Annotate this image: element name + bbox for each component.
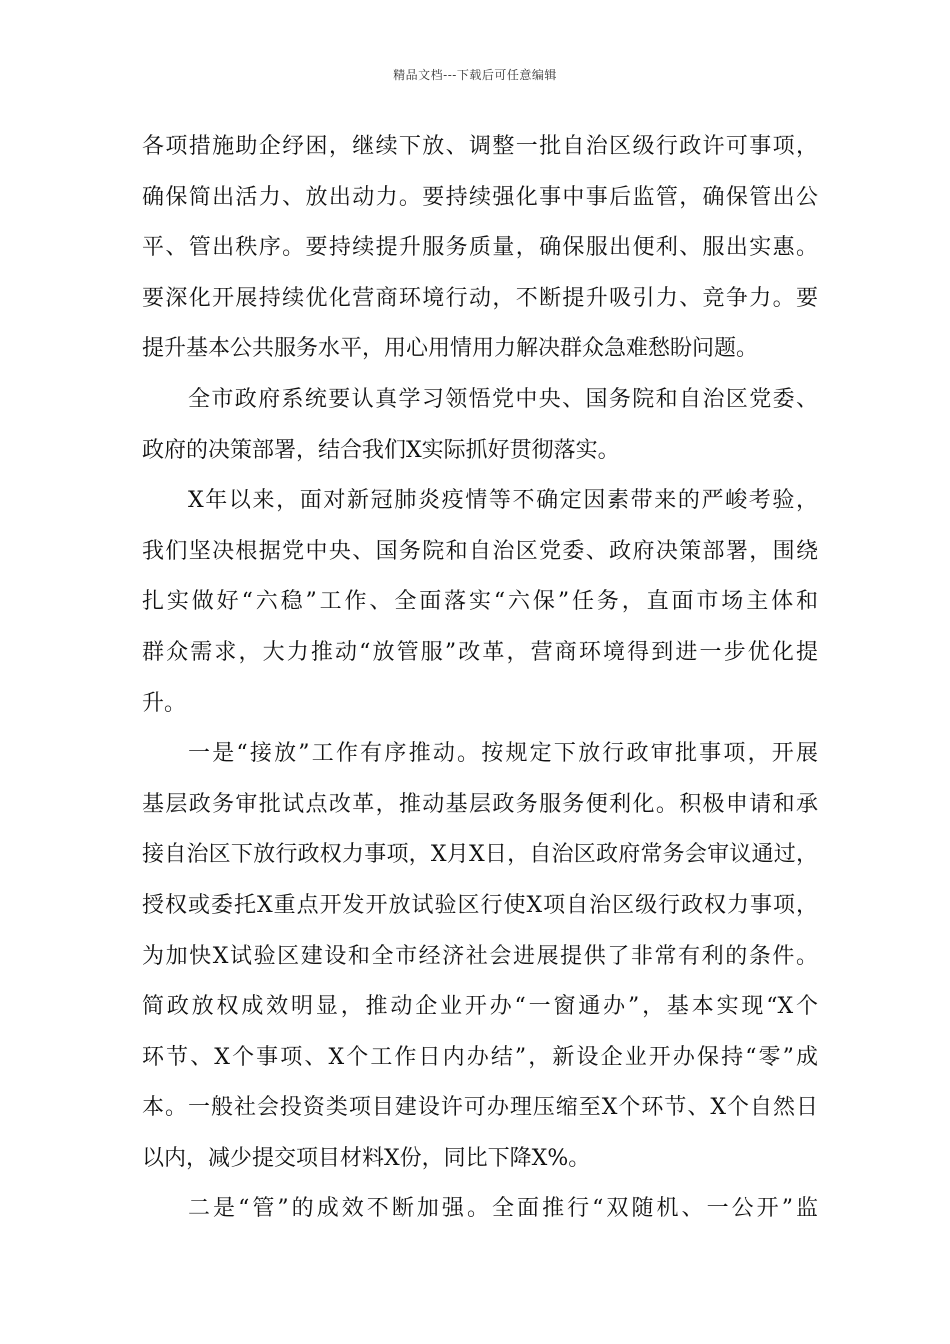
text-line: 确保简出活力、放出动力。要持续强化事中事后监管，确保管出公 (142, 184, 818, 210)
text-line: 简政放权成效明显，推动企业开办“一窗通办”，基本实现“X个 (142, 994, 818, 1020)
text-line: 我们坚决根据党中央、国务院和自治区党委、政府决策部署，围绕 (142, 538, 818, 564)
text-line: 扎实做好“六稳”工作、全面落实“六保”任务，直面市场主体和 (142, 589, 818, 615)
paragraph-first-line: X年以来，面对新冠肺炎疫情等不确定因素带来的严峻考验， (188, 488, 818, 514)
text-line: 接自治区下放行政权力事项，X月X日，自治区政府常务会审议通过， (142, 842, 818, 868)
page-header: 精品文档---下载后可任意编辑 (393, 68, 557, 82)
text-line: 提升基本公共服务水平，用心用情用力解决群众急难愁盼问题。 (142, 336, 759, 362)
document-body (142, 122, 818, 1235)
text-line: 授权或委托X重点开发开放试验区行使X项自治区级行政权力事项， (142, 892, 818, 918)
text-line: 为加快X试验区建设和全市经济社会进展提供了非常有利的条件。 (142, 943, 818, 969)
text-line: 群众需求，大力推动“放管服”改革，营商环境得到进一步优化提 (142, 639, 818, 665)
text-line: 以内，减少提交项目材料X份，同比下降X%。 (142, 1145, 591, 1171)
text-line: 升。 (142, 690, 187, 716)
paragraph-first-line: 全市政府系统要认真学习领悟党中央、国务院和自治区党委、 (188, 386, 818, 412)
text-line: 政府的决策部署，结合我们X实际抓好贯彻落实。 (142, 437, 620, 463)
paragraph-first-line: 二是“管”的成效不断加强。全面推行“双随机、一公开”监 (188, 1196, 818, 1222)
text-line: 要深化开展持续优化营商环境行动，不断提升吸引力、竞争力。要 (142, 285, 818, 311)
text-line: 本。一般社会投资类项目建设许可办理压缩至X个环节、X个自然日 (142, 1095, 818, 1121)
text-line: 基层政务审批试点改革，推动基层政务服务便利化。积极申请和承 (142, 791, 818, 817)
text-line: 环节、X个事项、X个工作日内办结”，新设企业开办保持“零”成 (142, 1044, 818, 1070)
text-line: 各项措施助企纾困，继续下放、调整一批自治区级行政许可事项， (142, 134, 818, 159)
text-line: 平、管出秩序。要持续提升服务质量，确保服出便利、服出实惠。 (142, 235, 818, 261)
paragraph-first-line: 一是“接放”工作有序推动。按规定下放行政审批事项，开展 (188, 741, 818, 767)
